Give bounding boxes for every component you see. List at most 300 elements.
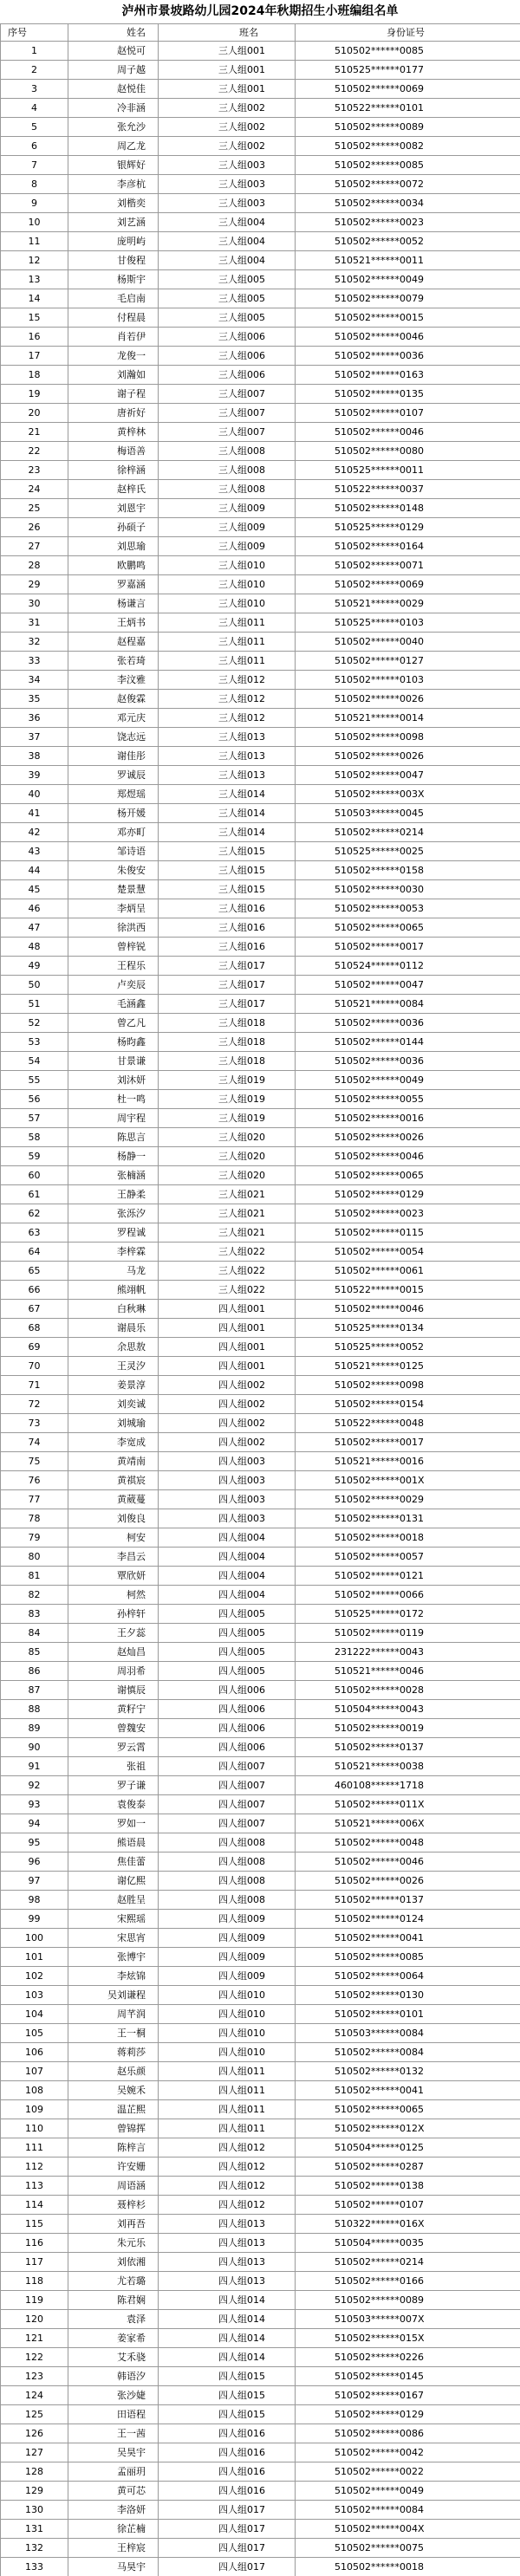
table-row [1,1166,520,1185]
cell-seq: 6 [1,137,68,156]
table-row [1,99,520,118]
cell-group: 三人组002 [159,118,296,137]
cell-seq: 73 [1,1414,68,1433]
cell-id: 510502******0089 [296,118,520,137]
cell-id: 510502******001X [296,1471,520,1490]
cell-seq: 47 [1,918,68,938]
cell-name: 张祖 [68,1757,159,1776]
cell-id: 510502******0041 [296,2081,520,2100]
table-row [1,1681,520,1700]
cell-group: 四人组001 [159,1300,296,1319]
cell-name: 熊翊帆 [68,1281,159,1300]
cell-id: 510504******0035 [296,2234,520,2253]
cell-name: 肖若伊 [68,328,159,347]
cell-id: 510502******0041 [296,1929,520,1948]
table-row [1,1910,520,1929]
cell-id: 231222******0043 [296,1643,520,1662]
cell-seq: 46 [1,899,68,918]
cell-seq: 52 [1,1014,68,1033]
cell-group: 三人组011 [159,633,296,652]
cell-name: 杨斯宇 [68,270,159,289]
cell-group: 三人组013 [159,766,296,785]
cell-name: 赵程嘉 [68,633,159,652]
table-row [1,194,520,213]
cell-id: 510502******0042 [296,2443,520,2462]
cell-name: 梅语善 [68,442,159,461]
cell-group: 三人组014 [159,785,296,804]
cell-group: 四人组015 [159,2405,296,2424]
cell-name: 甘景谦 [68,1052,159,1071]
table-row [1,1891,520,1910]
cell-id: 510502******0145 [296,2367,520,2386]
cell-group: 三人组012 [159,671,296,690]
cell-seq: 20 [1,404,68,423]
cell-name: 赵胜呈 [68,1891,159,1910]
cell-group: 三人组020 [159,1166,296,1185]
cell-seq: 78 [1,1509,68,1528]
cell-seq: 5 [1,118,68,137]
cell-seq: 129 [1,2482,68,2501]
cell-name: 卢奕辰 [68,976,159,995]
cell-id: 510502******0046 [296,1853,520,1872]
cell-group: 三人组008 [159,461,296,480]
cell-name: 庞明屿 [68,232,159,251]
cell-name: 冷非涵 [68,99,159,118]
table-row [1,1223,520,1243]
cell-seq: 50 [1,976,68,995]
cell-group: 四人组001 [159,1357,296,1376]
table-row [1,1719,520,1738]
cell-name: 黄祺宸 [68,1471,159,1490]
cell-name: 余思敖 [68,1338,159,1357]
table-row [1,137,520,156]
cell-group: 四人组002 [159,1433,296,1452]
cell-name: 李炫锦 [68,1967,159,1986]
cell-id: 510502******0046 [296,1300,520,1319]
table-row [1,613,520,633]
cell-group: 四人组010 [159,2024,296,2043]
cell-group: 四人组011 [159,2081,296,2100]
cell-seq: 15 [1,308,68,328]
cell-group: 四人组016 [159,2443,296,2462]
cell-seq: 98 [1,1891,68,1910]
cell-group: 三人组016 [159,918,296,938]
cell-name: 饶志远 [68,728,159,747]
cell-group: 四人组008 [159,1833,296,1853]
table-row [1,366,520,385]
cell-group: 四人组002 [159,1376,296,1395]
cell-group: 四人组012 [159,2138,296,2157]
table-row [1,1586,520,1605]
cell-name: 刘再吾 [68,2215,159,2234]
cell-group: 四人组005 [159,1662,296,1681]
table-row [1,1757,520,1776]
table-row [1,556,520,575]
cell-name: 宋思宵 [68,1929,159,1948]
cell-seq: 77 [1,1490,68,1509]
cell-name: 黄可芯 [68,2482,159,2501]
cell-group: 四人组003 [159,1452,296,1471]
table-row [1,2310,520,2329]
cell-group: 三人组020 [159,1128,296,1147]
cell-group: 四人组012 [159,2177,296,2196]
cell-name: 周语涵 [68,2177,159,2196]
cell-name: 刘恩宇 [68,499,159,518]
cell-seq: 2 [1,61,68,80]
cell-seq: 76 [1,1471,68,1490]
cell-name: 谢子程 [68,385,159,404]
table-row [1,842,520,861]
cell-seq: 114 [1,2196,68,2215]
cell-name: 杨静一 [68,1147,159,1166]
cell-id: 510502******0053 [296,899,520,918]
table-row [1,2138,520,2157]
cell-seq: 43 [1,842,68,861]
cell-id: 510504******0125 [296,2138,520,2157]
cell-seq: 25 [1,499,68,518]
cell-name: 朱元乐 [68,2234,159,2253]
cell-id: 510502******0040 [296,633,520,652]
table-row [1,1281,520,1300]
cell-id: 510525******0052 [296,1338,520,1357]
cell-group: 四人组008 [159,1891,296,1910]
cell-id: 510502******0046 [296,1147,520,1166]
table-row [1,2386,520,2405]
cell-name: 张允沙 [68,118,159,137]
cell-id: 510502******0069 [296,80,520,99]
cell-group: 三人组019 [159,1071,296,1090]
table-row [1,1776,520,1795]
cell-seq: 13 [1,270,68,289]
table-row [1,1357,520,1376]
cell-name: 黄靖南 [68,1452,159,1471]
cell-name: 邓元庆 [68,709,159,728]
cell-name: 周芊润 [68,2005,159,2024]
cell-seq: 32 [1,633,68,652]
cell-id: 510502******0085 [296,1948,520,1967]
cell-id: 510502******011X [296,1795,520,1814]
cell-group: 三人组009 [159,518,296,537]
cell-seq: 59 [1,1147,68,1166]
table-row [1,232,520,251]
cell-name: 郑煜瑶 [68,785,159,804]
cell-id: 510522******0048 [296,1414,520,1433]
table-row [1,1548,520,1567]
cell-id: 510502******0137 [296,1738,520,1757]
cell-id: 510502******0107 [296,2196,520,2215]
table-row [1,1204,520,1223]
table-row [1,957,520,976]
cell-seq: 7 [1,156,68,175]
table-row [1,1128,520,1147]
cell-group: 四人组011 [159,2119,296,2138]
cell-seq: 105 [1,2024,68,2043]
cell-group: 四人组009 [159,1929,296,1948]
cell-group: 四人组017 [159,2520,296,2539]
table-row [1,1414,520,1433]
header-name: 姓名 [68,24,159,42]
cell-id: 510502******0018 [296,1528,520,1548]
cell-group: 三人组013 [159,747,296,766]
cell-id: 510521******0125 [296,1357,520,1376]
cell-seq: 21 [1,423,68,442]
cell-seq: 33 [1,652,68,671]
cell-seq: 70 [1,1357,68,1376]
cell-id: 510502******0137 [296,1891,520,1910]
cell-name: 王静柔 [68,1185,159,1204]
cell-group: 四人组009 [159,1948,296,1967]
cell-id: 510502******004X [296,2520,520,2539]
cell-id: 510502******0082 [296,137,520,156]
cell-seq: 95 [1,1833,68,1853]
cell-name: 毛启南 [68,289,159,308]
cell-seq: 55 [1,1071,68,1090]
cell-seq: 127 [1,2443,68,2462]
cell-group: 四人组010 [159,1986,296,2005]
cell-name: 周乙龙 [68,137,159,156]
table-row [1,2253,520,2272]
table-row [1,2482,520,2501]
cell-id: 510525******0129 [296,518,520,537]
cell-group: 三人组008 [159,480,296,499]
cell-id: 510502******0129 [296,1185,520,1204]
cell-seq: 66 [1,1281,68,1300]
cell-name: 聂梓杉 [68,2196,159,2215]
cell-name: 罗诚辰 [68,766,159,785]
table-row [1,1433,520,1452]
cell-name: 甘俊程 [68,251,159,270]
cell-name: 周羽希 [68,1662,159,1681]
cell-seq: 96 [1,1853,68,1872]
table-row [1,785,520,804]
cell-group: 四人组006 [159,1700,296,1719]
table-row [1,1471,520,1490]
cell-group: 四人组007 [159,1795,296,1814]
cell-group: 三人组004 [159,251,296,270]
table-row [1,2119,520,2138]
cell-group: 三人组005 [159,270,296,289]
cell-id: 510502******0048 [296,1833,520,1853]
cell-group: 四人组013 [159,2234,296,2253]
cell-group: 四人组001 [159,1338,296,1357]
cell-id: 510502******0036 [296,347,520,366]
cell-name: 张沙婕 [68,2386,159,2405]
cell-id: 510503******007X [296,2310,520,2329]
table-row [1,1033,520,1052]
cell-group: 四人组003 [159,1471,296,1490]
cell-group: 三人组021 [159,1223,296,1243]
table-row [1,1376,520,1395]
cell-seq: 99 [1,1910,68,1929]
cell-id: 510502******0054 [296,1243,520,1262]
table-row [1,2272,520,2291]
cell-name: 吴婉禾 [68,2081,159,2100]
cell-group: 四人组004 [159,1548,296,1567]
table-row [1,289,520,308]
cell-name: 谢晨乐 [68,1319,159,1338]
table-row [1,1319,520,1338]
cell-group: 三人组010 [159,594,296,613]
cell-id: 510502******0061 [296,1262,520,1281]
cell-id: 510502******0023 [296,213,520,232]
cell-group: 四人组006 [159,1719,296,1738]
table-row [1,2005,520,2024]
table-row [1,423,520,442]
cell-name: 韩语汐 [68,2367,159,2386]
cell-id: 510521******0011 [296,251,520,270]
cell-seq: 62 [1,1204,68,1223]
cell-seq: 4 [1,99,68,118]
cell-name: 张泺汐 [68,1204,159,1223]
cell-name: 刘思瑜 [68,537,159,556]
table-row [1,575,520,594]
cell-id: 510502******0154 [296,1395,520,1414]
cell-name: 马龙 [68,1262,159,1281]
table-row [1,1300,520,1319]
cell-name: 孙梓轩 [68,1605,159,1624]
cell-seq: 26 [1,518,68,537]
cell-seq: 30 [1,594,68,613]
table-row [1,1452,520,1471]
cell-group: 四人组008 [159,1853,296,1872]
cell-group: 三人组019 [159,1109,296,1128]
cell-seq: 125 [1,2405,68,2424]
cell-seq: 69 [1,1338,68,1357]
cell-group: 三人组002 [159,99,296,118]
cell-name: 曾乙凡 [68,1014,159,1033]
table-row [1,918,520,938]
cell-group: 三人组005 [159,308,296,328]
cell-group: 三人组007 [159,385,296,404]
cell-id: 510502******0030 [296,880,520,899]
cell-group: 三人组009 [159,537,296,556]
table-row [1,2462,520,2482]
cell-id: 510502******0158 [296,861,520,880]
cell-name: 袁泽 [68,2310,159,2329]
cell-seq: 63 [1,1223,68,1243]
cell-name: 田语程 [68,2405,159,2424]
cell-name: 赵悦可 [68,42,159,61]
cell-name: 张博宇 [68,1948,159,1967]
table-row [1,385,520,404]
table-row [1,671,520,690]
cell-seq: 34 [1,671,68,690]
cell-group: 三人组021 [159,1185,296,1204]
table-body [1,42,520,2576]
cell-name: 张楠涵 [68,1166,159,1185]
cell-group: 四人组003 [159,1509,296,1528]
cell-seq: 71 [1,1376,68,1395]
cell-name: 陈梓言 [68,2138,159,2157]
header-group: 班名 [159,24,296,42]
cell-id: 510502******0121 [296,1567,520,1586]
table-row [1,899,520,918]
cell-seq: 94 [1,1814,68,1833]
cell-name: 李汶雅 [68,671,159,690]
cell-seq: 91 [1,1757,68,1776]
cell-id: 510502******0130 [296,1986,520,2005]
cell-seq: 92 [1,1776,68,1795]
cell-name: 龙俊一 [68,347,159,366]
cell-id: 510502******0214 [296,823,520,842]
cell-id: 510502******0075 [296,2539,520,2558]
cell-group: 三人组013 [159,728,296,747]
cell-seq: 24 [1,480,68,499]
cell-seq: 81 [1,1567,68,1586]
cell-seq: 85 [1,1643,68,1662]
cell-id: 510502******0144 [296,1033,520,1052]
table-row [1,1528,520,1548]
cell-seq: 123 [1,2367,68,2386]
cell-seq: 124 [1,2386,68,2405]
cell-id: 510502******0017 [296,1433,520,1452]
cell-seq: 128 [1,2462,68,2482]
cell-group: 四人组010 [159,2005,296,2024]
cell-group: 三人组022 [159,1262,296,1281]
cell-group: 三人组001 [159,80,296,99]
cell-name: 黄葳蔓 [68,1490,159,1509]
cell-seq: 72 [1,1395,68,1414]
cell-name: 毛涵鑫 [68,995,159,1014]
cell-seq: 115 [1,2215,68,2234]
table-row [1,1052,520,1071]
cell-name: 覃欣妍 [68,1567,159,1586]
table-row [1,251,520,270]
table-row [1,80,520,99]
cell-name: 杨昀鑫 [68,1033,159,1052]
cell-id: 510521******0029 [296,594,520,613]
table-row [1,1338,520,1357]
table-row [1,42,520,61]
cell-group: 三人组022 [159,1243,296,1262]
cell-seq: 61 [1,1185,68,1204]
cell-seq: 108 [1,2081,68,2100]
cell-name: 周子越 [68,61,159,80]
cell-group: 三人组011 [159,652,296,671]
table-row [1,2024,520,2043]
cell-name: 罗程诚 [68,1223,159,1243]
cell-name: 马昊宇 [68,2558,159,2576]
cell-id: 510502******0124 [296,1910,520,1929]
cell-group: 四人组017 [159,2501,296,2520]
table-row [1,880,520,899]
cell-seq: 110 [1,2119,68,2138]
cell-group: 四人组014 [159,2291,296,2310]
cell-id: 510525******0177 [296,61,520,80]
cell-name: 徐芷楠 [68,2520,159,2539]
cell-id: 510502******0135 [296,385,520,404]
cell-seq: 113 [1,2177,68,2196]
cell-id: 510502******0086 [296,2424,520,2443]
cell-id: 510502******0065 [296,918,520,938]
cell-id: 510502******0049 [296,2482,520,2501]
cell-group: 四人组011 [159,2062,296,2081]
cell-id: 510502******0022 [296,2462,520,2482]
cell-seq: 130 [1,2501,68,2520]
cell-name: 曾梓锐 [68,938,159,957]
cell-group: 三人组015 [159,842,296,861]
table-row [1,1643,520,1662]
table-row [1,480,520,499]
cell-seq: 87 [1,1681,68,1700]
cell-seq: 11 [1,232,68,251]
cell-id: 510502******0065 [296,2100,520,2119]
cell-id: 510502******0028 [296,1681,520,1700]
cell-id: 510502******0066 [296,1586,520,1605]
cell-name: 徐洪西 [68,918,159,938]
cell-group: 四人组005 [159,1624,296,1643]
table-row [1,499,520,518]
